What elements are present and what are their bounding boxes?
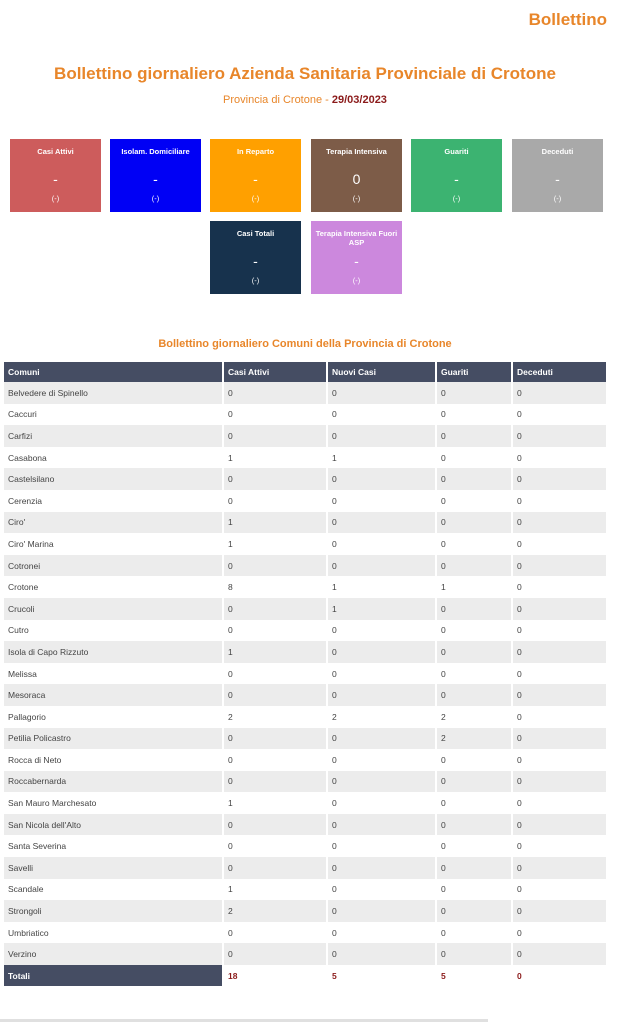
cell-comune: Santa Severina: [4, 835, 223, 857]
cell-value: 0: [223, 943, 327, 965]
cell-comune: Roccabernarda: [4, 771, 223, 793]
cell-comune: Savelli: [4, 857, 223, 879]
cell-value: 0: [512, 447, 606, 469]
card-label: Terapia Intensiva Fuori ASP: [315, 229, 398, 247]
site-brand[interactable]: Bollettino: [528, 10, 607, 29]
cell-value: 0: [327, 382, 436, 404]
cell-comune: Verzino: [4, 943, 223, 965]
cell-value: 0: [223, 555, 327, 577]
subtitle-place: Provincia di Crotone -: [223, 94, 332, 106]
card-value: -: [555, 171, 560, 187]
table-row: [4, 835, 606, 857]
cell-value: 2: [436, 728, 512, 750]
cell-value: 0: [512, 512, 606, 534]
cell-value: 2: [223, 900, 327, 922]
cell-value: 0: [436, 404, 512, 426]
table-row: [4, 533, 606, 555]
cell-value: 0: [436, 620, 512, 642]
table-row: [4, 706, 606, 728]
cell-value: 0: [436, 447, 512, 469]
cell-value: 0: [327, 684, 436, 706]
card-deceduti: [512, 139, 603, 212]
cell-value: 0: [512, 835, 606, 857]
card-label: Casi Attivi: [37, 147, 74, 156]
cell-comune: Isola di Capo Rizzuto: [4, 641, 223, 663]
cell-value: 0: [327, 663, 436, 685]
cell-value: 0: [512, 404, 606, 426]
cell-value: 0: [223, 404, 327, 426]
cell-value: 2: [436, 706, 512, 728]
cell-value: 0: [436, 684, 512, 706]
card-casi-attivi: [10, 139, 101, 212]
cell-value: 0: [436, 900, 512, 922]
cell-value: 0: [327, 814, 436, 836]
cell-value: 0: [327, 425, 436, 447]
cell-value: 0: [512, 857, 606, 879]
cell-value: 0: [223, 857, 327, 879]
cell-value: 0: [223, 684, 327, 706]
card-delta: (-): [352, 276, 361, 285]
cell-value: 0: [223, 468, 327, 490]
cell-value: 0: [327, 771, 436, 793]
card-value: -: [253, 171, 258, 187]
cell-comune: Cerenzia: [4, 490, 223, 512]
cell-value: 0: [436, 490, 512, 512]
table-row: [4, 382, 606, 404]
cell-comune: Pallagorio: [4, 706, 223, 728]
cell-comune: Casabona: [4, 447, 223, 469]
cell-comune: Strongoli: [4, 900, 223, 922]
cell-comune: Crotone: [4, 576, 223, 598]
cell-value: 0: [327, 835, 436, 857]
cell-value: 0: [512, 943, 606, 965]
card-terapia-intensiva-fuori-asp: [311, 221, 402, 294]
cell-value: 0: [327, 641, 436, 663]
cell-value: 0: [512, 900, 606, 922]
cell-value: 0: [512, 879, 606, 901]
cell-value: 8: [223, 576, 327, 598]
table-row: [4, 922, 606, 944]
page-subtitle: [0, 94, 610, 106]
cell-comune: Carfizi: [4, 425, 223, 447]
cell-value: 0: [512, 814, 606, 836]
cell-comune: Melissa: [4, 663, 223, 685]
card-label: Guariti: [444, 147, 469, 156]
cell-value: 0: [512, 490, 606, 512]
totals-label: Totali: [4, 965, 223, 986]
cell-comune: San Mauro Marchesato: [4, 792, 223, 814]
cell-value: 0: [327, 879, 436, 901]
cell-value: 1: [436, 576, 512, 598]
cell-value: 0: [223, 598, 327, 620]
table-row: [4, 879, 606, 901]
cell-value: 0: [327, 922, 436, 944]
cell-value: 0: [436, 857, 512, 879]
cell-value: 0: [436, 922, 512, 944]
cell-comune: Cotronei: [4, 555, 223, 577]
cell-comune: San Nicola dell'Alto: [4, 814, 223, 836]
cell-value: 0: [436, 598, 512, 620]
cell-value: 0: [327, 512, 436, 534]
table-row: [4, 468, 606, 490]
cell-comune: Belvedere di Spinello: [4, 382, 223, 404]
cell-value: 0: [436, 663, 512, 685]
card-delta: (-): [251, 194, 260, 203]
cell-value: 0: [512, 468, 606, 490]
cell-comune: Caccuri: [4, 404, 223, 426]
card-value: 0: [352, 171, 361, 187]
card-label: In Reparto: [236, 147, 275, 156]
cell-value: 2: [223, 706, 327, 728]
cell-value: 0: [327, 533, 436, 555]
table-row: [4, 404, 606, 426]
cell-value: 0: [436, 512, 512, 534]
cell-comune: Castelsilano: [4, 468, 223, 490]
table-row: [4, 598, 606, 620]
page-title: Bollettino giornaliero Azienda Sanitaria Provinciale di Crotone: [54, 64, 556, 83]
cell-value: 0: [327, 749, 436, 771]
totals-value: 5: [327, 965, 436, 986]
cell-value: 0: [512, 663, 606, 685]
cell-value: 0: [512, 641, 606, 663]
table-row: [4, 576, 606, 598]
cell-comune: Crucoli: [4, 598, 223, 620]
cell-value: 0: [512, 598, 606, 620]
cell-value: 1: [223, 533, 327, 555]
cell-value: 0: [512, 792, 606, 814]
cell-comune: Cutro: [4, 620, 223, 642]
header-casi-attivi: Casi Attivi: [223, 362, 327, 382]
cell-comune: Rocca di Neto: [4, 749, 223, 771]
cell-value: 0: [436, 943, 512, 965]
card-delta: (-): [251, 276, 260, 285]
card-terapia-intensiva: [311, 139, 402, 212]
cell-value: 0: [223, 425, 327, 447]
card-delta: (-): [553, 194, 562, 203]
cell-value: 0: [436, 382, 512, 404]
cell-value: 0: [512, 922, 606, 944]
card-casi-totali: [210, 221, 301, 294]
cell-value: 0: [327, 490, 436, 512]
cell-value: 0: [436, 533, 512, 555]
header-comuni: Comuni: [4, 362, 223, 382]
table-header-row: [4, 362, 606, 382]
card-label: Casi Totali: [236, 229, 275, 238]
card-guariti: [411, 139, 502, 212]
cell-value: 0: [512, 684, 606, 706]
card-delta: (-): [452, 194, 461, 203]
header-nuovi-casi: Nuovi Casi: [327, 362, 436, 382]
comuni-table: [4, 362, 606, 986]
cell-value: 1: [223, 641, 327, 663]
cell-value: 1: [223, 879, 327, 901]
cell-value: 0: [512, 771, 606, 793]
card-label: Isolam. Domiciliare: [121, 147, 190, 156]
cell-value: 2: [327, 706, 436, 728]
totals-row: [4, 965, 606, 986]
cell-value: 0: [512, 749, 606, 771]
cell-value: 1: [223, 512, 327, 534]
table-row: [4, 792, 606, 814]
cell-value: 0: [223, 663, 327, 685]
cell-value: 1: [327, 447, 436, 469]
cell-value: 0: [436, 468, 512, 490]
cell-value: 0: [436, 792, 512, 814]
cell-value: 0: [327, 792, 436, 814]
cell-value: 0: [223, 814, 327, 836]
totals-value: 5: [436, 965, 512, 986]
cell-value: 0: [512, 620, 606, 642]
footer-divider: [0, 1019, 488, 1022]
cell-value: 0: [327, 468, 436, 490]
card-in-reparto: [210, 139, 301, 212]
cell-comune: Ciro' Marina: [4, 533, 223, 555]
cell-value: 0: [327, 728, 436, 750]
totals-value: 18: [223, 965, 327, 986]
cell-value: 0: [223, 771, 327, 793]
card-value: -: [53, 171, 58, 187]
table-row: [4, 857, 606, 879]
card-label: Terapia Intensiva: [326, 147, 387, 156]
cell-comune: Petilia Policastro: [4, 728, 223, 750]
cell-value: 0: [327, 857, 436, 879]
table-row: [4, 728, 606, 750]
table-row: [4, 555, 606, 577]
table-row: [4, 641, 606, 663]
cell-value: 0: [512, 425, 606, 447]
comuni-section-title: Bollettino giornaliero Comuni della Provincia di Crotone: [158, 338, 452, 350]
table-row: [4, 425, 606, 447]
card-value: -: [354, 253, 359, 269]
table-row: [4, 512, 606, 534]
cell-value: 0: [223, 382, 327, 404]
table-row: [4, 771, 606, 793]
cell-comune: Ciro': [4, 512, 223, 534]
card-delta: (-): [151, 194, 160, 203]
cell-value: 0: [436, 879, 512, 901]
cell-value: 0: [223, 835, 327, 857]
table-row: [4, 749, 606, 771]
cell-value: 0: [512, 533, 606, 555]
cell-value: 0: [512, 555, 606, 577]
cell-value: 1: [223, 447, 327, 469]
table-row: [4, 663, 606, 685]
cell-value: 0: [223, 728, 327, 750]
cell-value: 0: [436, 555, 512, 577]
card-value: -: [454, 171, 459, 187]
card-isolamento-domiciliare: [110, 139, 201, 212]
cell-value: 0: [512, 576, 606, 598]
cell-value: 0: [223, 922, 327, 944]
header-deceduti: Deceduti: [512, 362, 606, 382]
cell-value: 0: [327, 404, 436, 426]
cell-value: 0: [436, 835, 512, 857]
cell-comune: Scandale: [4, 879, 223, 901]
cell-comune: Umbriatico: [4, 922, 223, 944]
card-delta: (-): [51, 194, 60, 203]
card-delta: (-): [352, 194, 361, 203]
cell-value: 0: [223, 749, 327, 771]
cell-value: 1: [223, 792, 327, 814]
cell-value: 0: [327, 943, 436, 965]
cell-comune: Mesoraca: [4, 684, 223, 706]
subtitle-date: 29/03/2023: [331, 94, 387, 106]
card-label: Deceduti: [541, 147, 574, 156]
cell-value: 0: [512, 706, 606, 728]
cell-value: 0: [512, 728, 606, 750]
totals-value: 0: [512, 965, 606, 986]
cell-value: 0: [436, 771, 512, 793]
table-row: [4, 490, 606, 512]
cell-value: 0: [223, 490, 327, 512]
cell-value: 0: [327, 620, 436, 642]
cell-value: 0: [436, 814, 512, 836]
table-row: [4, 900, 606, 922]
cell-value: 0: [223, 620, 327, 642]
table-row: [4, 684, 606, 706]
cell-value: 1: [327, 598, 436, 620]
cell-value: 0: [436, 749, 512, 771]
table-row: [4, 943, 606, 965]
table-row: [4, 620, 606, 642]
cell-value: 0: [436, 425, 512, 447]
header-guariti: Guariti: [436, 362, 512, 382]
table-row: [4, 447, 606, 469]
cell-value: 0: [327, 900, 436, 922]
cell-value: 0: [512, 382, 606, 404]
table-row: [4, 814, 606, 836]
cell-value: 0: [327, 555, 436, 577]
card-value: -: [153, 171, 158, 187]
cell-value: 1: [327, 576, 436, 598]
cell-value: 0: [436, 641, 512, 663]
card-value: -: [253, 253, 258, 269]
